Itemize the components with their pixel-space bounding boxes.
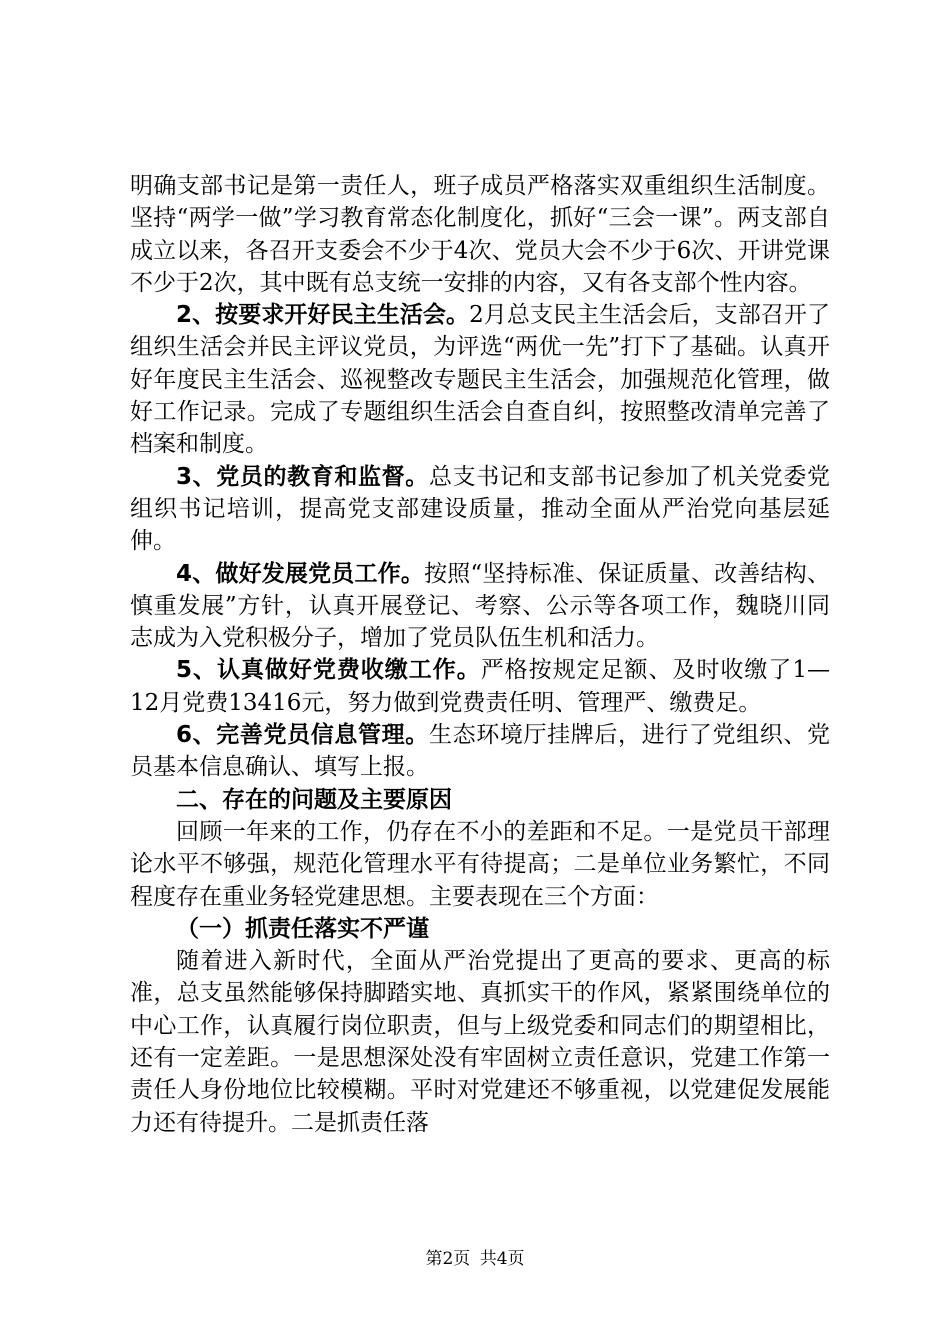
paragraph-text: 总支书记和支部书记参加了机关党委党组织书记培训，提高党支部建设质量，推动全面从严治党向基层延伸。 xyxy=(130,463,831,555)
section-heading: 二、存在的问题及主要原因 xyxy=(176,786,452,813)
paragraph-heading: 5、认真做好党费收缴工作。 xyxy=(176,657,481,684)
paragraph-info-management xyxy=(130,719,830,784)
paragraph-heading: 6、完善党员信息管理。 xyxy=(176,722,429,749)
page-total: 共4页 xyxy=(479,1249,525,1269)
paragraph-heading: 2、按要求开好民主生活会。 xyxy=(176,302,470,329)
paragraph-review: 回顾一年来的工作，仍存在不小的差距和不足。一是党员干部理论水平不够强，规范化管理水平有待提高；二是单位业务繁忙，不同程度存在重业务轻党建思想。主要表现在三个方面： xyxy=(130,818,830,910)
paragraph-continuation: 明确支部书记是第一责任人，班子成员严格落实双重组织生活制度。坚持“两学一做”学习教育常态化制度化，抓好“三会一课”。两支部自成立以来，各召开支委会不少于4次、党员大会不少于6次、开讲党课不少于2次，其中既有总支统一安排的内容，又有各支部个性内容。 xyxy=(130,173,830,296)
subsection-heading: （一）抓责任落实不严谨 xyxy=(176,915,429,942)
page-footer xyxy=(0,1244,950,1269)
paragraph-democratic-life xyxy=(130,299,830,460)
document-body xyxy=(130,170,830,1139)
paragraph-text: 严格按规定足额、及时收缴了1—12月党费13416元，努力做到党费责任明、管理严、缴费足。 xyxy=(130,657,830,716)
paragraph-responsibility: 随着进入新时代，全面从严治党提出了更高的要求、更高的标准，总支虽然能够保持脚踏实地、真抓实干的作风，紧紧围绕单位的中心工作，认真履行岗位职责，但与上级党委和同志们的期望相比，还有一定差距。一是思想深处没有牢固树立责任意识，党建工作第一责任人身份地位比较模糊。平时对党建还不够重视，以党建促发展能力还有待提升。二是抓责任落 xyxy=(130,948,830,1136)
paragraph-education xyxy=(130,461,830,558)
paragraph-heading: 4、做好发展党员工作。 xyxy=(176,560,425,587)
paragraph-heading: 3、党员的教育和监督。 xyxy=(176,463,429,490)
paragraph-text: 按照“坚持标准、保证质量、改善结构、慎重发展”方针，认真开展登记、考察、公示等各项工作，魏晓川同志成为入党积极分子，增加了党员队伍生机和活力。 xyxy=(130,560,830,652)
paragraph-text: 生态环境厅挂牌后，进行了党组织、党员基本信息确认、填写上报。 xyxy=(130,722,831,781)
paragraph-development xyxy=(130,558,830,655)
paragraph-dues xyxy=(130,654,830,719)
page-number: 第2页 xyxy=(425,1249,471,1269)
paragraph-text: 2月总支民主生活会后，支部召开了组织生活会并民主评议党员，为评选“两优一先”打下了基础。认真开好年度民主生活会、巡视整改专题民主生活会，加强规范化管理，做好工作记录。完成了专题组织生活会自查自纠，按照整改清单完善了档案和制度。 xyxy=(130,302,830,458)
